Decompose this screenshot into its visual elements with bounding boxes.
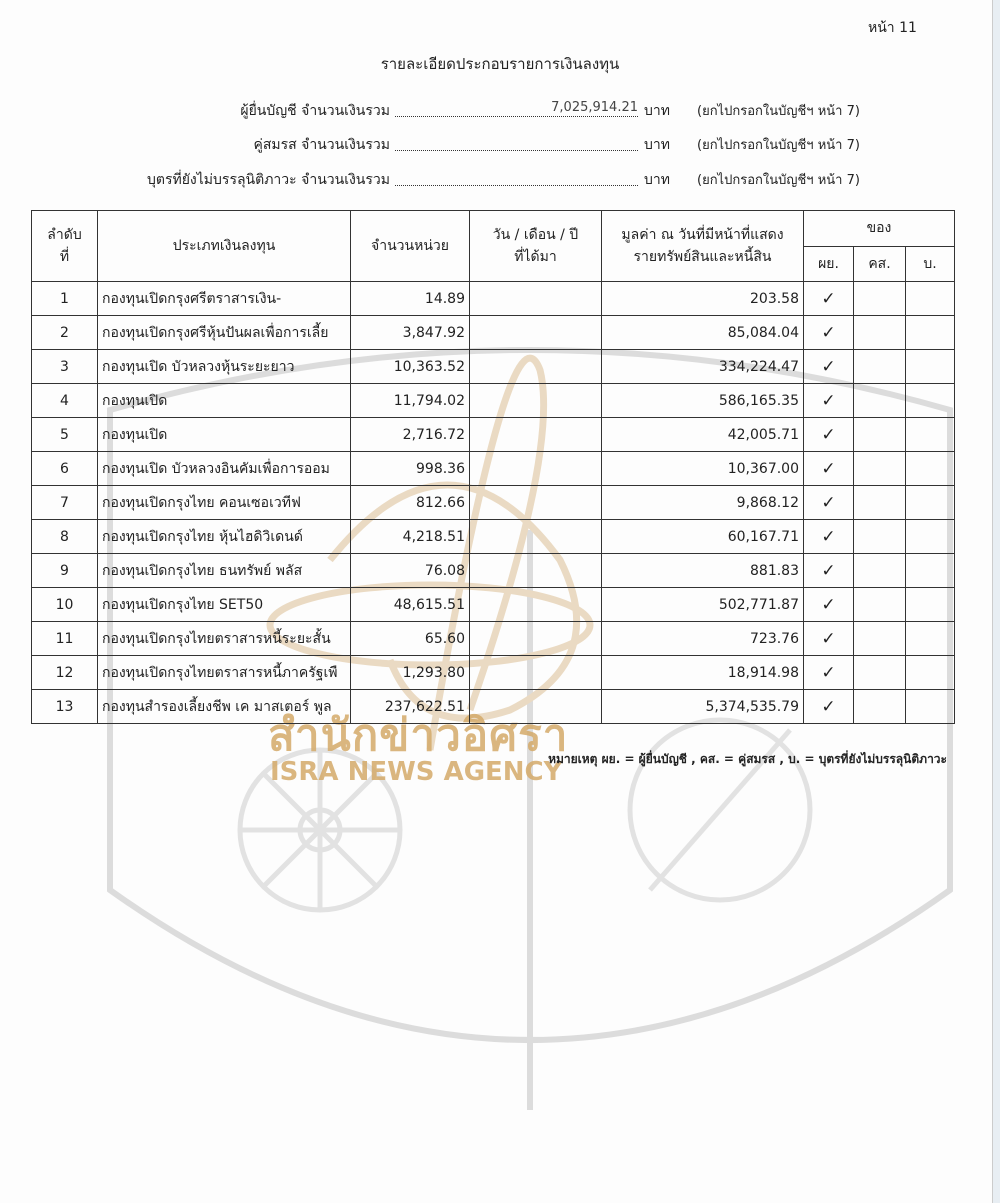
row-investment-type: กองทุนสำรองเลี้ยงชีพ เค มาสเตอร์ พูล	[98, 690, 351, 724]
row-value: 42,005.71	[602, 418, 804, 452]
row-investment-type: กองทุนเปิดกรุงไทย ธนทรัพย์ พลัส	[98, 554, 351, 588]
row-index: 2	[32, 316, 98, 350]
summary-label: บุตรที่ยังไม่บรรลุนิติภาวะ จำนวนเงินรวม	[147, 172, 390, 188]
row-owner-spouse-check	[854, 282, 906, 316]
table-row	[32, 486, 955, 520]
row-owner-self-check: ✓	[804, 520, 854, 554]
summary-amount	[395, 169, 638, 186]
row-value: 9,868.12	[602, 486, 804, 520]
row-owner-self-check: ✓	[804, 418, 854, 452]
row-owner-self-check: ✓	[804, 588, 854, 622]
table-row	[32, 384, 955, 418]
table-row	[32, 690, 955, 724]
row-acquired-date	[470, 350, 602, 384]
header-value: มูลค่า ณ วันที่มีหน้าที่แสดง รายทรัพย์สินและหนี้สิน	[602, 211, 804, 282]
row-investment-type: กองทุนเปิดกรุงศรีตราสารเงิน-	[98, 282, 351, 316]
summary-row-child	[0, 169, 1000, 191]
row-index: 10	[32, 588, 98, 622]
table-row	[32, 452, 955, 486]
row-index: 6	[32, 452, 98, 486]
row-value: 334,224.47	[602, 350, 804, 384]
page-number: หน้า 11	[868, 20, 917, 36]
row-value: 10,367.00	[602, 452, 804, 486]
row-units: 65.60	[351, 622, 470, 656]
header-date: วัน / เดือน / ปี ที่ได้มา	[470, 211, 602, 282]
row-investment-type: กองทุนเปิดกรุงไทยตราสารหนี้ระยะสั้น	[98, 622, 351, 656]
summary-unit: บาท	[644, 172, 670, 188]
row-index: 5	[32, 418, 98, 452]
row-acquired-date	[470, 520, 602, 554]
table-row	[32, 316, 955, 350]
row-value: 60,167.71	[602, 520, 804, 554]
row-acquired-date	[470, 384, 602, 418]
page-title: รายละเอียดประกอบรายการเงินลงทุน	[380, 55, 620, 73]
table-row	[32, 418, 955, 452]
row-investment-type: กองทุนเปิด	[98, 418, 351, 452]
header-type: ประเภทเงินลงทุน	[98, 211, 351, 282]
row-acquired-date	[470, 418, 602, 452]
row-owner-spouse-check	[854, 350, 906, 384]
summary-unit: บาท	[644, 103, 670, 119]
row-owner-self-check: ✓	[804, 554, 854, 588]
row-index: 8	[32, 520, 98, 554]
row-value: 881.83	[602, 554, 804, 588]
row-units: 76.08	[351, 554, 470, 588]
table-row	[32, 588, 955, 622]
summary-amount: 7,025,914.21	[395, 100, 638, 117]
row-owner-child-check	[906, 554, 955, 588]
summary-unit: บาท	[644, 137, 670, 153]
summary-label: คู่สมรส จำนวนเงินรวม	[253, 137, 390, 153]
header-index: ลำดับ ที่	[32, 211, 98, 282]
row-owner-spouse-check	[854, 384, 906, 418]
row-index: 7	[32, 486, 98, 520]
row-owner-self-check: ✓	[804, 384, 854, 418]
row-investment-type: กองทุนเปิดกรุงไทย หุ้นไฮดิวิเดนด์	[98, 520, 351, 554]
row-units: 4,218.51	[351, 520, 470, 554]
row-owner-self-check: ✓	[804, 282, 854, 316]
row-units: 812.66	[351, 486, 470, 520]
investment-table	[31, 210, 955, 724]
row-units: 48,615.51	[351, 588, 470, 622]
row-index: 11	[32, 622, 98, 656]
row-investment-type: กองทุนเปิด	[98, 384, 351, 418]
table-row	[32, 520, 955, 554]
row-index: 12	[32, 656, 98, 690]
row-owner-self-check: ✓	[804, 622, 854, 656]
header-owner: ของ	[804, 211, 955, 247]
row-owner-self-check: ✓	[804, 656, 854, 690]
row-investment-type: กองทุนเปิดกรุงไทย คอนเซอเวทีฟ	[98, 486, 351, 520]
summary-amount	[395, 134, 638, 151]
row-owner-child-check	[906, 384, 955, 418]
row-investment-type: กองทุนเปิดกรุงไทย SET50	[98, 588, 351, 622]
summary-row-spouse	[0, 134, 1000, 156]
row-owner-spouse-check	[854, 554, 906, 588]
row-investment-type: กองทุนเปิด บัวหลวงอินคัมเพื่อการออม	[98, 452, 351, 486]
row-value: 586,165.35	[602, 384, 804, 418]
summary-row-declarant	[0, 100, 1000, 122]
row-index: 9	[32, 554, 98, 588]
row-owner-spouse-check	[854, 622, 906, 656]
row-units: 11,794.02	[351, 384, 470, 418]
row-owner-self-check: ✓	[804, 452, 854, 486]
row-acquired-date	[470, 452, 602, 486]
row-units: 14.89	[351, 282, 470, 316]
row-owner-spouse-check	[854, 656, 906, 690]
row-owner-spouse-check	[854, 690, 906, 724]
row-owner-child-check	[906, 350, 955, 384]
table-row	[32, 282, 955, 316]
row-owner-child-check	[906, 622, 955, 656]
summary-label: ผู้ยื่นบัญชี จำนวนเงินรวม	[240, 103, 390, 119]
row-owner-spouse-check	[854, 452, 906, 486]
table-row	[32, 656, 955, 690]
row-owner-child-check	[906, 282, 955, 316]
watermark-english-text: ISRA NEWS AGENCY	[270, 757, 563, 787]
row-acquired-date	[470, 282, 602, 316]
row-index: 4	[32, 384, 98, 418]
row-investment-type: กองทุนเปิดกรุงไทยตราสารหนี้ภาครัฐเพื	[98, 656, 351, 690]
summary-carry-note: (ยกไปกรอกในบัญชีฯ หน้า 7)	[697, 138, 860, 153]
watermark-thai-text: สำนักข่าวอิศรา	[268, 710, 569, 761]
row-units: 237,622.51	[351, 690, 470, 724]
row-owner-child-check	[906, 486, 955, 520]
row-owner-self-check: ✓	[804, 486, 854, 520]
header-units: จำนวนหน่วย	[351, 211, 470, 282]
row-acquired-date	[470, 656, 602, 690]
row-value: 203.58	[602, 282, 804, 316]
row-index: 1	[32, 282, 98, 316]
row-value: 723.76	[602, 622, 804, 656]
table-row	[32, 622, 955, 656]
row-owner-spouse-check	[854, 520, 906, 554]
row-investment-type: กองทุนเปิดกรุงศรีหุ้นปันผลเพื่อการเลี้ย	[98, 316, 351, 350]
row-owner-child-check	[906, 656, 955, 690]
row-value: 502,771.87	[602, 588, 804, 622]
row-owner-child-check	[906, 520, 955, 554]
footnote: หมายเหตุ ผย. = ผู้ยื่นบัญชี , คส. = คู่สมรส , บ. = บุตรที่ยังไม่บรรลุนิติภาวะ	[548, 752, 947, 766]
row-owner-self-check: ✓	[804, 690, 854, 724]
row-owner-child-check	[906, 316, 955, 350]
row-units: 3,847.92	[351, 316, 470, 350]
row-value: 85,084.04	[602, 316, 804, 350]
row-owner-spouse-check	[854, 588, 906, 622]
row-acquired-date	[470, 690, 602, 724]
table-row	[32, 350, 955, 384]
row-owner-spouse-check	[854, 316, 906, 350]
row-units: 2,716.72	[351, 418, 470, 452]
header-owner-child: บ.	[906, 247, 955, 282]
summary-carry-note: (ยกไปกรอกในบัญชีฯ หน้า 7)	[697, 104, 860, 119]
row-owner-child-check	[906, 690, 955, 724]
header-owner-spouse: คส.	[854, 247, 906, 282]
row-units: 1,293.80	[351, 656, 470, 690]
row-units: 998.36	[351, 452, 470, 486]
row-owner-self-check: ✓	[804, 316, 854, 350]
row-investment-type: กองทุนเปิด บัวหลวงหุ้นระยะยาว	[98, 350, 351, 384]
row-owner-child-check	[906, 452, 955, 486]
row-value: 18,914.98	[602, 656, 804, 690]
row-index: 13	[32, 690, 98, 724]
header-owner-self: ผย.	[804, 247, 854, 282]
row-acquired-date	[470, 588, 602, 622]
row-owner-child-check	[906, 418, 955, 452]
row-acquired-date	[470, 486, 602, 520]
row-units: 10,363.52	[351, 350, 470, 384]
row-acquired-date	[470, 622, 602, 656]
row-owner-child-check	[906, 588, 955, 622]
row-owner-self-check: ✓	[804, 350, 854, 384]
row-index: 3	[32, 350, 98, 384]
row-acquired-date	[470, 316, 602, 350]
summary-carry-note: (ยกไปกรอกในบัญชีฯ หน้า 7)	[697, 173, 860, 188]
row-owner-spouse-check	[854, 418, 906, 452]
row-value: 5,374,535.79	[602, 690, 804, 724]
row-owner-spouse-check	[854, 486, 906, 520]
table-row	[32, 554, 955, 588]
row-acquired-date	[470, 554, 602, 588]
